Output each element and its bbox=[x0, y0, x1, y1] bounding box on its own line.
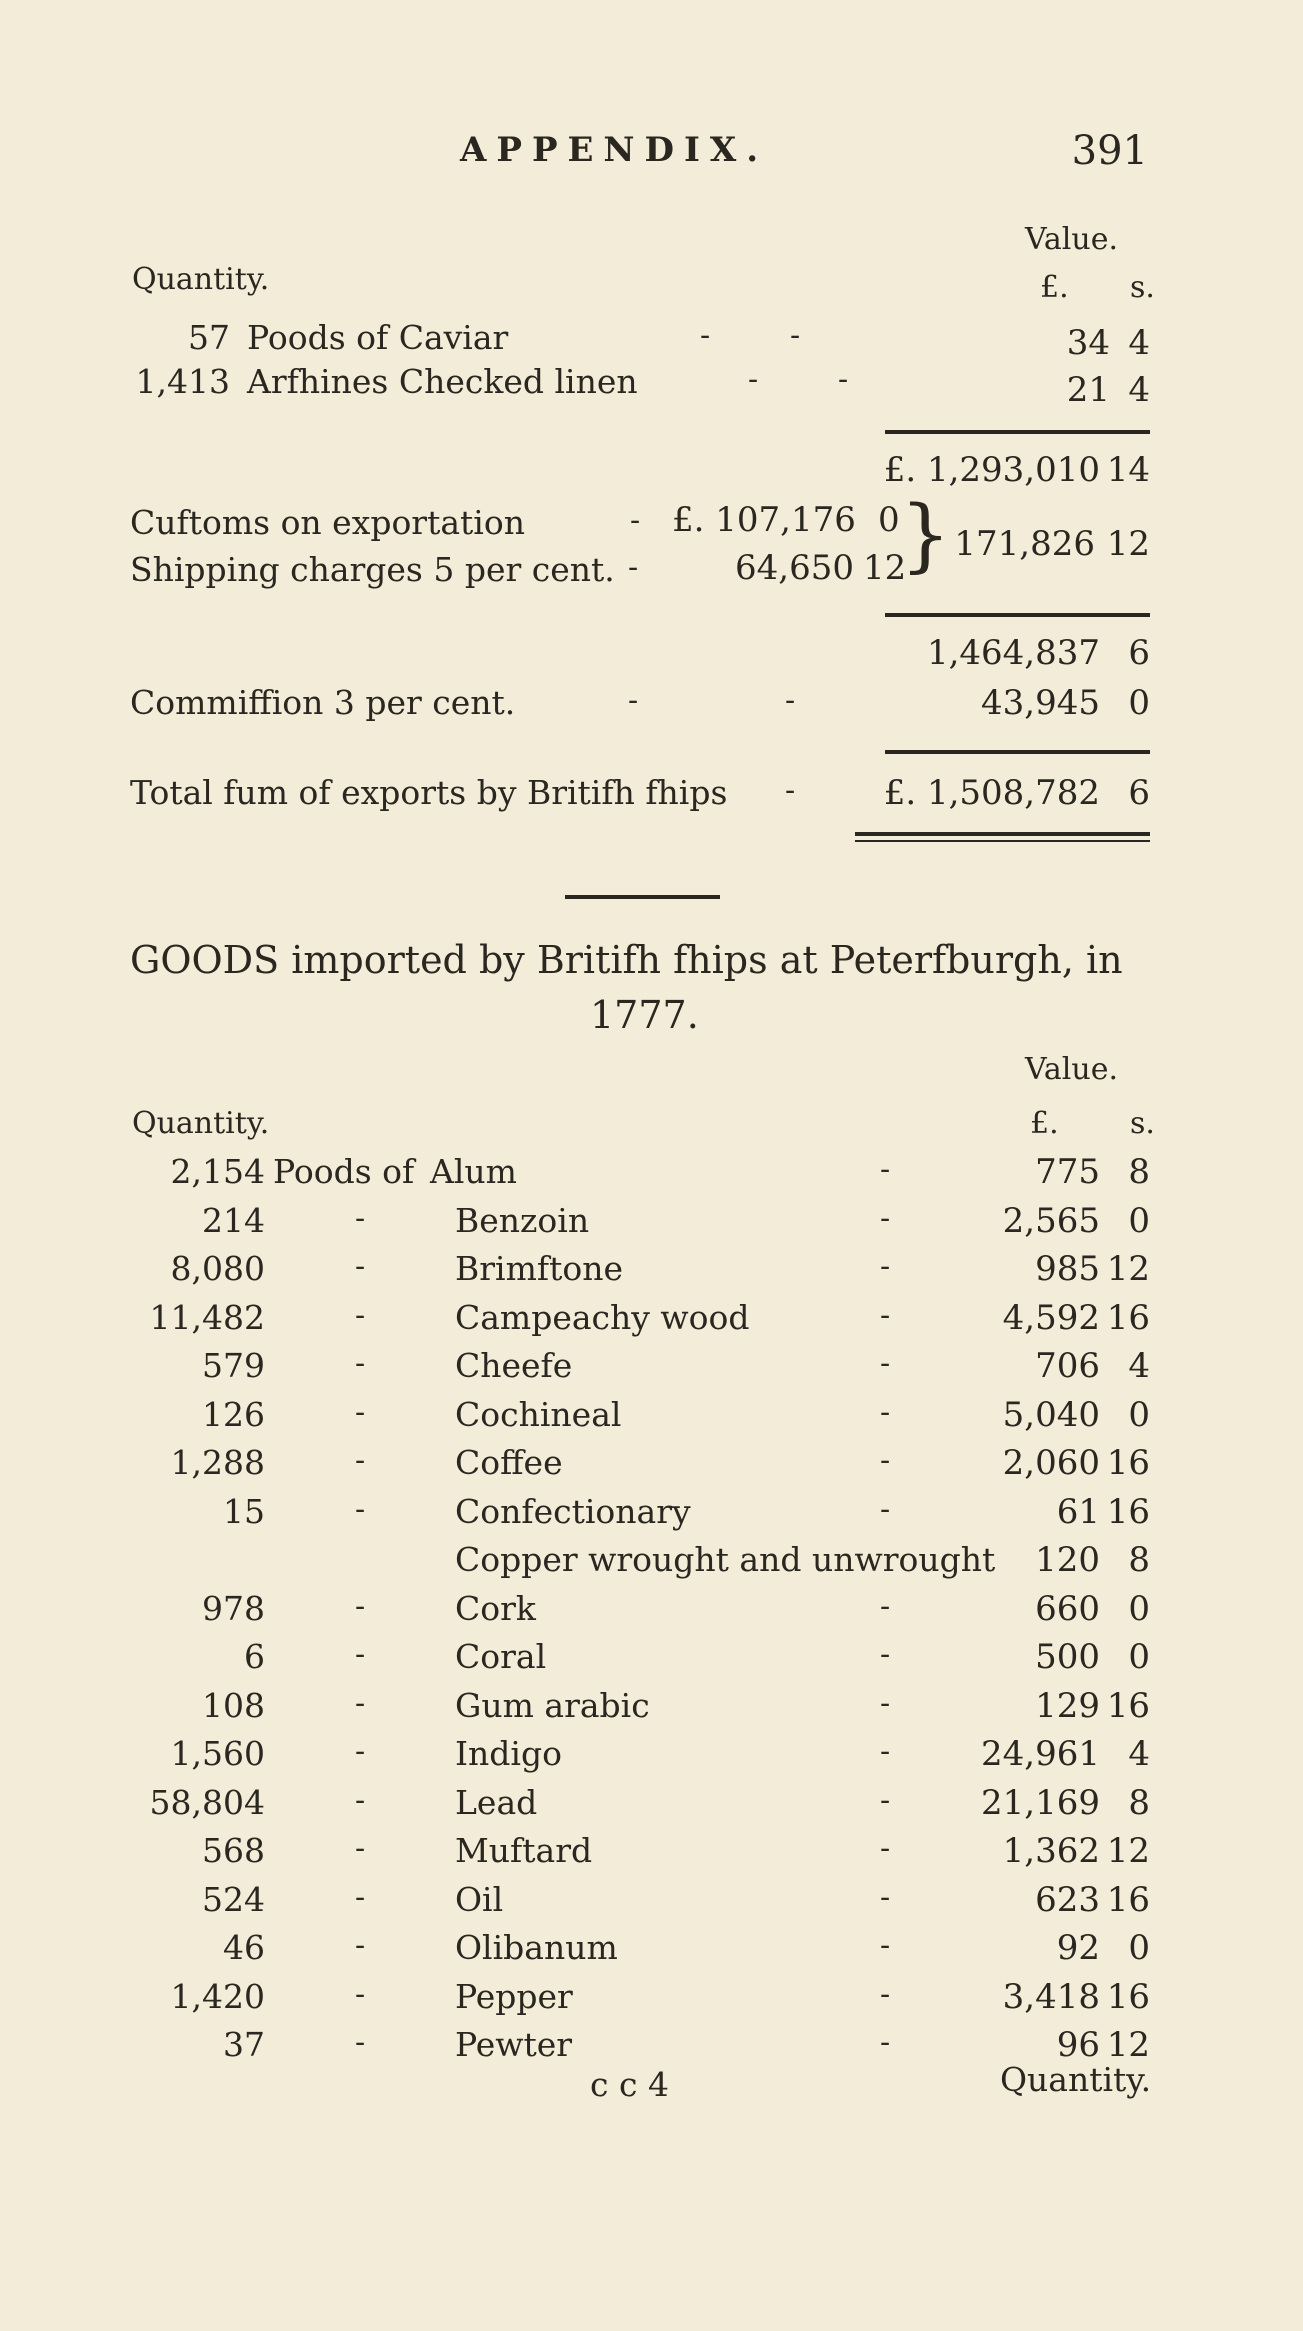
dash: - bbox=[700, 318, 711, 353]
page-number: 391 bbox=[1071, 128, 1148, 174]
dash: - bbox=[880, 1686, 891, 1721]
row-shillings: 12 bbox=[1106, 1831, 1150, 1871]
row-item: Copper wrought and unwrought bbox=[455, 1540, 996, 1579]
grand-total-pounds: £. 1,508,782 bbox=[883, 773, 1100, 813]
row-item: Coffee bbox=[455, 1443, 563, 1482]
dash: - bbox=[355, 1395, 366, 1430]
row-pounds: 706 bbox=[1035, 1346, 1100, 1386]
signature-mark: c c 4 bbox=[590, 2065, 669, 2104]
row-qty: 978 bbox=[202, 1589, 265, 1628]
row-shillings: 0 bbox=[1128, 1201, 1150, 1241]
row-item: Brimftone bbox=[455, 1249, 623, 1288]
dash: - bbox=[355, 1201, 366, 1236]
dash: - bbox=[785, 683, 796, 718]
row-item: Lead bbox=[455, 1783, 538, 1822]
row-shillings: 16 bbox=[1106, 1977, 1150, 2017]
row-pounds: 5,040 bbox=[1002, 1395, 1100, 1435]
row-qty: 58,804 bbox=[149, 1783, 265, 1822]
row-qty: 108 bbox=[202, 1686, 265, 1725]
row-qty: 1,420 bbox=[170, 1977, 265, 2016]
sum-rule bbox=[885, 613, 1150, 617]
unit-label: Poods of bbox=[273, 1152, 415, 1191]
row-pounds: 2,565 bbox=[1002, 1201, 1100, 1241]
dash: - bbox=[355, 1492, 366, 1527]
double-rule bbox=[855, 832, 1150, 836]
row-shillings: 16 bbox=[1106, 1492, 1150, 1532]
row-item: Benzoin bbox=[455, 1201, 590, 1240]
value-header: Value. bbox=[1025, 222, 1119, 257]
dash: - bbox=[880, 1977, 891, 2012]
section-divider bbox=[565, 895, 720, 899]
row-qty: 126 bbox=[202, 1395, 265, 1434]
row-pounds: 775 bbox=[1035, 1152, 1100, 1192]
row-qty: 1,413 bbox=[135, 362, 230, 401]
shilling-header: s. bbox=[1130, 270, 1155, 305]
dash: - bbox=[880, 1201, 891, 1236]
running-head: APPENDIX. bbox=[460, 130, 769, 170]
dash: - bbox=[790, 318, 801, 353]
row-qty: 6 bbox=[244, 1637, 265, 1676]
row-shillings: 8 bbox=[1128, 1540, 1150, 1580]
row-item: Pewter bbox=[455, 2025, 573, 2064]
row-shillings: 4 bbox=[1128, 370, 1150, 410]
row-pounds: 623 bbox=[1035, 1880, 1100, 1920]
row-item: Campeachy wood bbox=[455, 1298, 750, 1337]
row-shillings: 4 bbox=[1128, 1734, 1150, 1774]
dash: - bbox=[880, 1831, 891, 1866]
row-shillings: 16 bbox=[1106, 1298, 1150, 1338]
shipping-s: 12 bbox=[863, 548, 907, 588]
row-shillings: 0 bbox=[1128, 1395, 1150, 1435]
sum-rule bbox=[885, 430, 1150, 434]
row-qty: 37 bbox=[223, 2025, 265, 2064]
row-qty: 524 bbox=[202, 1880, 265, 1919]
dash: - bbox=[355, 1686, 366, 1721]
row-shillings: 4 bbox=[1128, 1346, 1150, 1386]
row-pounds: 21,169 bbox=[981, 1783, 1100, 1823]
row-pounds: 500 bbox=[1035, 1637, 1100, 1677]
row-qty: 2,154 bbox=[170, 1152, 265, 1191]
row-pounds: 3,418 bbox=[1002, 1977, 1100, 2017]
dash: - bbox=[630, 503, 641, 538]
sum-rule bbox=[885, 750, 1150, 754]
dash: - bbox=[355, 1298, 366, 1333]
dash: - bbox=[355, 1928, 366, 1963]
customs-shipping-total-shillings: 12 bbox=[1106, 524, 1150, 564]
row-desc: Poods of Caviar bbox=[247, 318, 509, 357]
dash: - bbox=[880, 1880, 891, 1915]
dash: - bbox=[355, 1443, 366, 1478]
row-pounds: 4,592 bbox=[1002, 1298, 1100, 1338]
row-qty: 1,288 bbox=[170, 1443, 265, 1482]
running-total-shillings: 6 bbox=[1128, 633, 1150, 673]
quantity-header: Quantity. bbox=[132, 1106, 270, 1141]
dash: - bbox=[355, 1831, 366, 1866]
double-rule bbox=[855, 840, 1150, 842]
row-shillings: 16 bbox=[1106, 1880, 1150, 1920]
section-year: 1777. bbox=[590, 993, 699, 1037]
value-header: Value. bbox=[1025, 1052, 1119, 1087]
dash: - bbox=[628, 683, 639, 718]
dash: - bbox=[880, 1637, 891, 1672]
commission-label: Commiffion 3 per cent. bbox=[130, 683, 516, 722]
row-qty: 8,080 bbox=[170, 1249, 265, 1288]
running-total-pounds: 1,464,837 bbox=[926, 633, 1100, 673]
dash: - bbox=[355, 1249, 366, 1284]
dash: - bbox=[355, 1977, 366, 2012]
row-item: Cheefe bbox=[455, 1346, 573, 1385]
row-shillings: 12 bbox=[1106, 1249, 1150, 1289]
row-item: Confectionary bbox=[455, 1492, 691, 1531]
subtotal-pounds: £. 1,293,010 bbox=[883, 450, 1100, 490]
dash: - bbox=[355, 1783, 366, 1818]
row-item: Pepper bbox=[455, 1977, 573, 2016]
customs-amount: £. 107,176 bbox=[672, 500, 856, 540]
row-desc: Arfhines Checked linen bbox=[247, 362, 638, 401]
shilling-header: s. bbox=[1130, 1106, 1155, 1141]
catchword: Quantity. bbox=[1000, 2060, 1152, 2099]
quantity-header: Quantity. bbox=[132, 262, 270, 297]
row-qty: 568 bbox=[202, 1831, 265, 1870]
dash: - bbox=[880, 1928, 891, 1963]
section-heading: GOODS imported by Britifh fhips at Peterfburgh, in bbox=[130, 938, 1123, 982]
row-pounds: 61 bbox=[1056, 1492, 1100, 1532]
row-shillings: 0 bbox=[1128, 1589, 1150, 1629]
dash: - bbox=[355, 1589, 366, 1624]
dash: - bbox=[880, 1734, 891, 1769]
dash: - bbox=[880, 1783, 891, 1818]
row-pounds: 129 bbox=[1035, 1686, 1100, 1726]
row-qty: 15 bbox=[223, 1492, 265, 1531]
row-qty: 11,482 bbox=[149, 1298, 265, 1337]
row-shillings: 8 bbox=[1128, 1783, 1150, 1823]
commission-shillings: 0 bbox=[1128, 683, 1150, 723]
customs-label: Cuftoms on exportation bbox=[130, 503, 525, 542]
dash: - bbox=[880, 1298, 891, 1333]
dash: - bbox=[628, 550, 639, 585]
commission-pounds: 43,945 bbox=[981, 683, 1100, 723]
row-shillings: 0 bbox=[1128, 1637, 1150, 1677]
dash: - bbox=[838, 362, 849, 397]
pound-header: £. bbox=[1030, 1106, 1059, 1141]
row-pounds: 120 bbox=[1035, 1540, 1100, 1580]
row-qty: 46 bbox=[223, 1928, 265, 1967]
row-qty: 1,560 bbox=[170, 1734, 265, 1773]
row-pounds: 1,362 bbox=[1002, 1831, 1100, 1871]
row-item: Olibanum bbox=[455, 1928, 618, 1967]
dash: - bbox=[880, 1589, 891, 1624]
row-item: Alum bbox=[430, 1152, 517, 1191]
row-pounds: 96 bbox=[1056, 2025, 1100, 2065]
row-pounds: 92 bbox=[1056, 1928, 1100, 1968]
row-shillings: 4 bbox=[1128, 323, 1150, 363]
dash: - bbox=[355, 2025, 366, 2060]
row-pounds: 2,060 bbox=[1002, 1443, 1100, 1483]
shipping-label: Shipping charges 5 per cent. bbox=[130, 550, 615, 589]
row-qty: 579 bbox=[202, 1346, 265, 1385]
row-shillings: 12 bbox=[1106, 2025, 1150, 2065]
customs-shipping-total-pounds: 171,826 bbox=[954, 524, 1095, 564]
dash: - bbox=[880, 1492, 891, 1527]
dash: - bbox=[355, 1637, 366, 1672]
dash: - bbox=[880, 2025, 891, 2060]
row-shillings: 16 bbox=[1106, 1686, 1150, 1726]
row-shillings: 16 bbox=[1106, 1443, 1150, 1483]
dash: - bbox=[880, 1152, 891, 1187]
row-item: Cork bbox=[455, 1589, 536, 1628]
dash: - bbox=[880, 1249, 891, 1284]
dash: - bbox=[880, 1346, 891, 1381]
row-shillings: 8 bbox=[1128, 1152, 1150, 1192]
row-pounds: 21 bbox=[1066, 370, 1110, 410]
shipping-amount: 64,650 bbox=[735, 548, 854, 588]
row-item: Coral bbox=[455, 1637, 547, 1676]
dash: - bbox=[355, 1346, 366, 1381]
dash: - bbox=[785, 773, 796, 808]
customs-s: 0 bbox=[878, 500, 900, 540]
grand-total-label: Total fum of exports by Britifh fhips bbox=[130, 773, 728, 812]
subtotal-shillings: 14 bbox=[1106, 450, 1150, 490]
row-pounds: 985 bbox=[1035, 1249, 1100, 1289]
dash: - bbox=[880, 1443, 891, 1478]
dash: - bbox=[748, 362, 759, 397]
grand-total-shillings: 6 bbox=[1128, 773, 1150, 813]
row-item: Oil bbox=[455, 1880, 504, 1919]
row-item: Cochineal bbox=[455, 1395, 622, 1434]
row-item: Muftard bbox=[455, 1831, 593, 1870]
brace-icon: } bbox=[900, 488, 951, 581]
row-qty: 57 bbox=[188, 318, 230, 357]
row-shillings: 0 bbox=[1128, 1928, 1150, 1968]
row-pounds: 34 bbox=[1066, 323, 1110, 363]
row-item: Indigo bbox=[455, 1734, 562, 1773]
row-pounds: 660 bbox=[1035, 1589, 1100, 1629]
dash: - bbox=[880, 1395, 891, 1430]
row-item: Gum arabic bbox=[455, 1686, 650, 1725]
dash: - bbox=[355, 1734, 366, 1769]
row-qty: 214 bbox=[202, 1201, 265, 1240]
pound-header: £. bbox=[1040, 270, 1069, 305]
dash: - bbox=[355, 1880, 366, 1915]
row-pounds: 24,961 bbox=[981, 1734, 1100, 1774]
